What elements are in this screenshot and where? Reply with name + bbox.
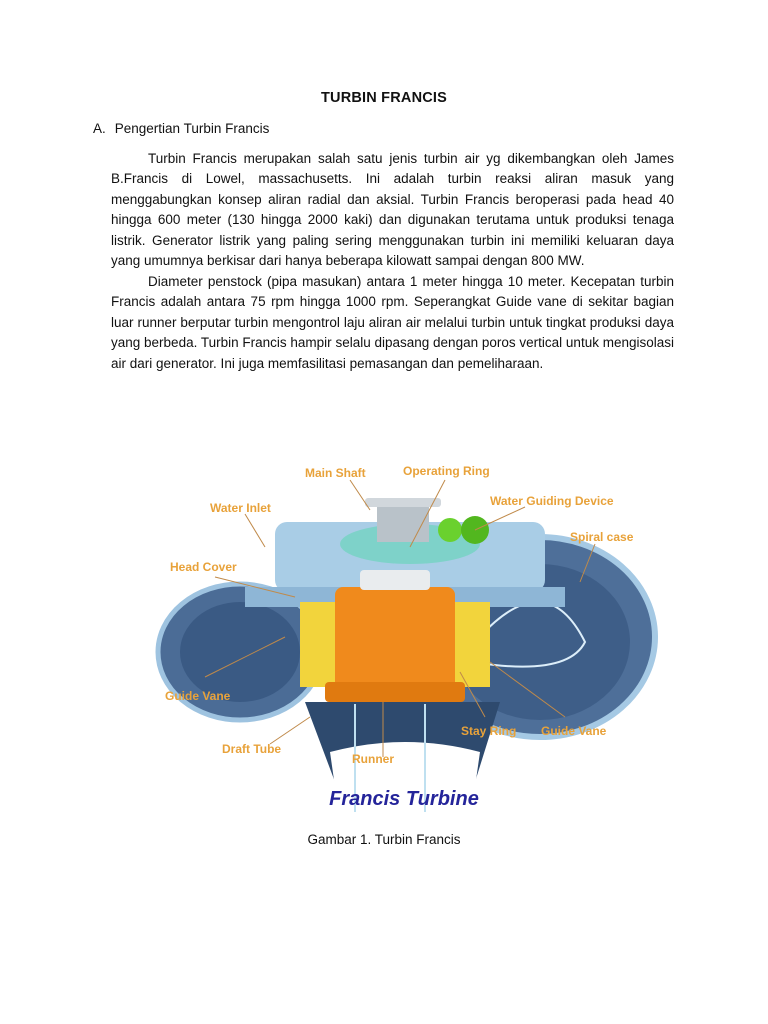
turbine-diagram bbox=[145, 452, 663, 824]
label-stay-ring: Stay Ring bbox=[461, 724, 517, 738]
francis-turbine-figure bbox=[145, 452, 663, 824]
document-title: TURBIN FRANCIS bbox=[320, 90, 448, 106]
label-guide-vane-left: Guide Vane bbox=[165, 689, 231, 703]
paragraph-1: Turbin Francis merupakan salah satu jenis turbin air yg dikembangkan oleh James B.Francis di Lowel, massachusetts. Ini adalah turbin reaksi aliran masuk yang menggabungkan konsep aliran radial dan aksial. Turbin Francis beroperasi pada head 40 hingga 600 meter (130 hingga 2000 kaki) dan digunakan terutama untuk produksi tenaga listrik. Generator listrik yang paling sering menggunakan turbin ini memiliki keluaran daya yang umumnya berkisar dari hanya beberapa kilowatt sampai dengan 800 MW. bbox=[111, 151, 674, 269]
figure-title: Francis Turbine bbox=[329, 788, 479, 810]
label-head-cover: Head Cover bbox=[170, 560, 237, 574]
label-runner: Runner bbox=[352, 752, 394, 766]
label-operating-ring: Operating Ring bbox=[403, 464, 490, 478]
section-title: Pengertian Turbin Francis bbox=[114, 121, 270, 136]
label-guide-vane-right: Guide Vane bbox=[541, 724, 607, 738]
paragraph-2: Diameter penstock (pipa masukan) antara 1 meter hingga 10 meter. Kecepatan turbin Francis adalah antara 75 rpm hingga 1000 rpm. Seperangkat Guide vane di sekitar bagian luar runner berputar turbin mengontrol laju aliran air melalui turbin untuk tingkat produksi daya yang berbeda. Turbin Francis hampir selalu dipasang dengan poros vertical untuk mengisolasi air dari generator. Ini juga memfasilitasi pemasangan dan pemeliharaan. bbox=[111, 274, 674, 371]
label-spiral-case: Spiral case bbox=[570, 530, 634, 544]
label-main-shaft: Main Shaft bbox=[305, 466, 366, 480]
label-draft-tube: Draft Tube bbox=[222, 742, 282, 756]
label-water-guiding-device: Water Guiding Device bbox=[490, 494, 614, 508]
figure-caption: Gambar 1. Turbin Francis bbox=[307, 832, 461, 847]
section-number: A. bbox=[93, 121, 106, 136]
label-water-inlet: Water Inlet bbox=[210, 501, 271, 515]
section-heading bbox=[93, 121, 269, 136]
